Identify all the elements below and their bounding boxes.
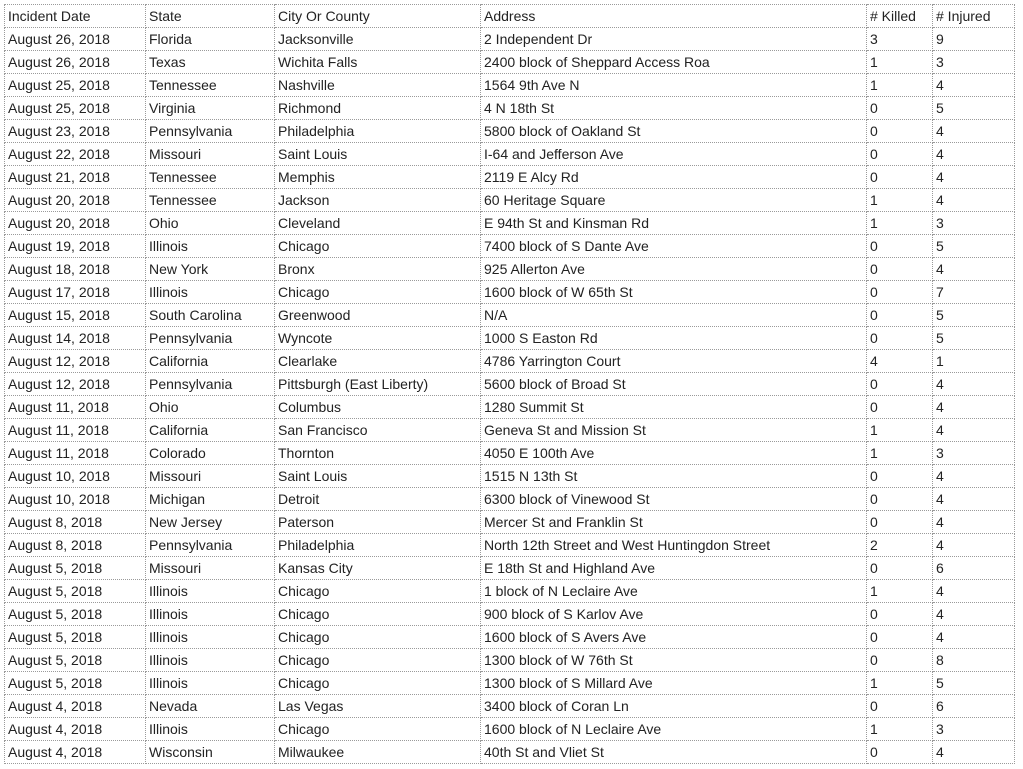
- address-cell[interactable]: 4786 Yarrington Court: [481, 350, 867, 373]
- state-cell[interactable]: New Jersey: [146, 511, 275, 534]
- state-cell[interactable]: Illinois: [146, 718, 275, 741]
- incident-date-cell[interactable]: August 5, 2018: [5, 557, 146, 580]
- city-cell[interactable]: Chicago: [275, 626, 481, 649]
- incident-date-cell[interactable]: August 4, 2018: [5, 741, 146, 764]
- injured-cell[interactable]: 4: [933, 74, 1015, 97]
- city-cell[interactable]: Saint Louis: [275, 143, 481, 166]
- city-cell[interactable]: Philadelphia: [275, 534, 481, 557]
- address-cell[interactable]: Geneva St and Mission St: [481, 419, 867, 442]
- injured-cell[interactable]: 6: [933, 695, 1015, 718]
- city-cell[interactable]: Bronx: [275, 258, 481, 281]
- injured-cell[interactable]: 5: [933, 235, 1015, 258]
- injured-cell[interactable]: 8: [933, 649, 1015, 672]
- city-cell[interactable]: Richmond: [275, 97, 481, 120]
- killed-cell[interactable]: 1: [867, 442, 933, 465]
- address-cell[interactable]: 1300 block of W 76th St: [481, 649, 867, 672]
- state-cell[interactable]: Ohio: [146, 396, 275, 419]
- table-row: [5, 626, 1015, 649]
- killed-cell[interactable]: 0: [867, 258, 933, 281]
- table-row: [5, 327, 1015, 350]
- killed-cell[interactable]: 3: [867, 28, 933, 51]
- injured-cell[interactable]: 4: [933, 603, 1015, 626]
- killed-cell[interactable]: 0: [867, 97, 933, 120]
- city-cell[interactable]: Philadelphia: [275, 120, 481, 143]
- killed-cell[interactable]: 0: [867, 557, 933, 580]
- city-cell[interactable]: Chicago: [275, 603, 481, 626]
- table-row: [5, 304, 1015, 327]
- killed-cell[interactable]: 0: [867, 511, 933, 534]
- table-row: [5, 465, 1015, 488]
- state-cell[interactable]: Pennsylvania: [146, 120, 275, 143]
- injured-cell[interactable]: 4: [933, 166, 1015, 189]
- killed-cell[interactable]: 2: [867, 534, 933, 557]
- header-row: [5, 5, 1015, 28]
- incident-date-cell[interactable]: August 14, 2018: [5, 327, 146, 350]
- address-cell[interactable]: 4050 E 100th Ave: [481, 442, 867, 465]
- injured-cell[interactable]: 6: [933, 557, 1015, 580]
- incident-date-cell[interactable]: August 4, 2018: [5, 718, 146, 741]
- injured-cell[interactable]: 5: [933, 327, 1015, 350]
- address-cell[interactable]: 60 Heritage Square: [481, 189, 867, 212]
- incident-date-cell[interactable]: August 5, 2018: [5, 603, 146, 626]
- address-cell[interactable]: 6300 block of Vinewood St: [481, 488, 867, 511]
- city-cell[interactable]: Greenwood: [275, 304, 481, 327]
- incident-date-cell[interactable]: August 26, 2018: [5, 28, 146, 51]
- injured-cell[interactable]: 4: [933, 534, 1015, 557]
- header-incident-date[interactable]: Incident Date: [5, 5, 146, 28]
- injured-cell[interactable]: 4: [933, 626, 1015, 649]
- table-row: [5, 281, 1015, 304]
- state-cell[interactable]: Tennessee: [146, 74, 275, 97]
- table-row: [5, 74, 1015, 97]
- address-cell[interactable]: E 18th St and Highland Ave: [481, 557, 867, 580]
- incident-date-cell[interactable]: August 5, 2018: [5, 626, 146, 649]
- injured-cell[interactable]: 5: [933, 97, 1015, 120]
- city-cell[interactable]: Las Vegas: [275, 695, 481, 718]
- killed-cell[interactable]: 0: [867, 626, 933, 649]
- incident-date-cell[interactable]: August 15, 2018: [5, 304, 146, 327]
- incident-date-cell[interactable]: August 12, 2018: [5, 350, 146, 373]
- incident-date-cell[interactable]: August 5, 2018: [5, 672, 146, 695]
- state-cell[interactable]: Colorado: [146, 442, 275, 465]
- header-address[interactable]: Address: [481, 5, 867, 28]
- state-cell[interactable]: Illinois: [146, 580, 275, 603]
- incident-date-cell[interactable]: August 25, 2018: [5, 74, 146, 97]
- incident-date-cell[interactable]: August 21, 2018: [5, 166, 146, 189]
- killed-cell[interactable]: 0: [867, 603, 933, 626]
- address-cell[interactable]: 1280 Summit St: [481, 396, 867, 419]
- address-cell[interactable]: 4 N 18th St: [481, 97, 867, 120]
- table-row: [5, 350, 1015, 373]
- incident-date-cell[interactable]: August 11, 2018: [5, 419, 146, 442]
- table-row: [5, 511, 1015, 534]
- table-row: [5, 28, 1015, 51]
- table-body: [5, 28, 1015, 764]
- state-cell[interactable]: Missouri: [146, 557, 275, 580]
- city-cell[interactable]: Nashville: [275, 74, 481, 97]
- address-cell[interactable]: 1515 N 13th St: [481, 465, 867, 488]
- incident-date-cell[interactable]: August 26, 2018: [5, 51, 146, 74]
- table-row: [5, 212, 1015, 235]
- incident-date-cell[interactable]: August 12, 2018: [5, 373, 146, 396]
- state-cell[interactable]: California: [146, 419, 275, 442]
- killed-cell[interactable]: 0: [867, 741, 933, 764]
- address-cell[interactable]: 5600 block of Broad St: [481, 373, 867, 396]
- address-cell[interactable]: 2400 block of Sheppard Access Roa: [481, 51, 867, 74]
- injured-cell[interactable]: 4: [933, 373, 1015, 396]
- injured-cell[interactable]: 1: [933, 350, 1015, 373]
- incident-date-cell[interactable]: August 11, 2018: [5, 396, 146, 419]
- incident-date-cell[interactable]: August 20, 2018: [5, 212, 146, 235]
- address-cell[interactable]: Mercer St and Franklin St: [481, 511, 867, 534]
- injured-cell[interactable]: 4: [933, 741, 1015, 764]
- state-cell[interactable]: Tennessee: [146, 166, 275, 189]
- table-row: [5, 120, 1015, 143]
- address-cell[interactable]: 1000 S Easton Rd: [481, 327, 867, 350]
- state-cell[interactable]: Illinois: [146, 281, 275, 304]
- killed-cell[interactable]: 0: [867, 327, 933, 350]
- injured-cell[interactable]: 4: [933, 419, 1015, 442]
- state-cell[interactable]: California: [146, 350, 275, 373]
- address-cell[interactable]: 900 block of S Karlov Ave: [481, 603, 867, 626]
- killed-cell[interactable]: 0: [867, 649, 933, 672]
- killed-cell[interactable]: 1: [867, 580, 933, 603]
- city-cell[interactable]: Jackson: [275, 189, 481, 212]
- killed-cell[interactable]: 1: [867, 672, 933, 695]
- injured-cell[interactable]: 4: [933, 258, 1015, 281]
- incident-date-cell[interactable]: August 25, 2018: [5, 97, 146, 120]
- address-cell[interactable]: 1564 9th Ave N: [481, 74, 867, 97]
- city-cell[interactable]: Jacksonville: [275, 28, 481, 51]
- city-cell[interactable]: Wyncote: [275, 327, 481, 350]
- city-cell[interactable]: Cleveland: [275, 212, 481, 235]
- city-cell[interactable]: Milwaukee: [275, 741, 481, 764]
- killed-cell[interactable]: 1: [867, 419, 933, 442]
- state-cell[interactable]: Illinois: [146, 626, 275, 649]
- injured-cell[interactable]: 7: [933, 281, 1015, 304]
- injured-cell[interactable]: 4: [933, 465, 1015, 488]
- state-cell[interactable]: Pennsylvania: [146, 373, 275, 396]
- header-city-or-county[interactable]: City Or County: [275, 5, 481, 28]
- table-row: [5, 488, 1015, 511]
- injured-cell[interactable]: 3: [933, 212, 1015, 235]
- state-cell[interactable]: Illinois: [146, 649, 275, 672]
- city-cell[interactable]: Detroit: [275, 488, 481, 511]
- incident-date-cell[interactable]: August 8, 2018: [5, 511, 146, 534]
- city-cell[interactable]: Thornton: [275, 442, 481, 465]
- address-cell[interactable]: 1600 block of S Avers Ave: [481, 626, 867, 649]
- killed-cell[interactable]: 0: [867, 304, 933, 327]
- killed-cell[interactable]: 1: [867, 718, 933, 741]
- killed-cell[interactable]: 1: [867, 74, 933, 97]
- incident-date-cell[interactable]: August 5, 2018: [5, 580, 146, 603]
- city-cell[interactable]: San Francisco: [275, 419, 481, 442]
- incident-date-cell[interactable]: August 19, 2018: [5, 235, 146, 258]
- table-row: [5, 97, 1015, 120]
- killed-cell[interactable]: 0: [867, 465, 933, 488]
- incidents-table: [4, 4, 1015, 764]
- table-row: [5, 235, 1015, 258]
- table-row: [5, 649, 1015, 672]
- state-cell[interactable]: Pennsylvania: [146, 534, 275, 557]
- state-cell[interactable]: Missouri: [146, 143, 275, 166]
- killed-cell[interactable]: 0: [867, 488, 933, 511]
- table-row: [5, 258, 1015, 281]
- state-cell[interactable]: New York: [146, 258, 275, 281]
- address-cell[interactable]: 2 Independent Dr: [481, 28, 867, 51]
- killed-cell[interactable]: 0: [867, 143, 933, 166]
- incident-date-cell[interactable]: August 8, 2018: [5, 534, 146, 557]
- city-cell[interactable]: Chicago: [275, 281, 481, 304]
- table-row: [5, 166, 1015, 189]
- injured-cell[interactable]: 3: [933, 51, 1015, 74]
- address-cell[interactable]: 5800 block of Oakland St: [481, 120, 867, 143]
- city-cell[interactable]: Pittsburgh (East Liberty): [275, 373, 481, 396]
- injured-cell[interactable]: 4: [933, 511, 1015, 534]
- killed-cell[interactable]: 4: [867, 350, 933, 373]
- table-row: [5, 557, 1015, 580]
- incident-date-cell[interactable]: August 22, 2018: [5, 143, 146, 166]
- city-cell[interactable]: Wichita Falls: [275, 51, 481, 74]
- address-cell[interactable]: E 94th St and Kinsman Rd: [481, 212, 867, 235]
- city-cell[interactable]: Chicago: [275, 718, 481, 741]
- address-cell[interactable]: 1 block of N Leclaire Ave: [481, 580, 867, 603]
- injured-cell[interactable]: 4: [933, 488, 1015, 511]
- address-cell[interactable]: N/A: [481, 304, 867, 327]
- killed-cell[interactable]: 0: [867, 396, 933, 419]
- address-cell[interactable]: 3400 block of Coran Ln: [481, 695, 867, 718]
- city-cell[interactable]: Memphis: [275, 166, 481, 189]
- table-row: [5, 189, 1015, 212]
- table-row: [5, 396, 1015, 419]
- table-row: [5, 373, 1015, 396]
- state-cell[interactable]: Illinois: [146, 603, 275, 626]
- injured-cell[interactable]: 4: [933, 189, 1015, 212]
- incident-date-cell[interactable]: August 10, 2018: [5, 465, 146, 488]
- killed-cell[interactable]: 0: [867, 695, 933, 718]
- killed-cell[interactable]: 0: [867, 235, 933, 258]
- address-cell[interactable]: 1600 block of N Leclaire Ave: [481, 718, 867, 741]
- header-killed[interactable]: # Killed: [867, 5, 933, 28]
- state-cell[interactable]: Nevada: [146, 695, 275, 718]
- table-row: [5, 695, 1015, 718]
- city-cell[interactable]: Chicago: [275, 580, 481, 603]
- table-row: [5, 718, 1015, 741]
- table-row: [5, 741, 1015, 764]
- killed-cell[interactable]: 0: [867, 166, 933, 189]
- city-cell[interactable]: Chicago: [275, 649, 481, 672]
- city-cell[interactable]: Columbus: [275, 396, 481, 419]
- injured-cell[interactable]: 3: [933, 718, 1015, 741]
- injured-cell[interactable]: 5: [933, 672, 1015, 695]
- injured-cell[interactable]: 4: [933, 143, 1015, 166]
- injured-cell[interactable]: 4: [933, 580, 1015, 603]
- killed-cell[interactable]: 1: [867, 51, 933, 74]
- table-row: [5, 534, 1015, 557]
- table-row: [5, 442, 1015, 465]
- table-row: [5, 672, 1015, 695]
- state-cell[interactable]: Texas: [146, 51, 275, 74]
- city-cell[interactable]: Kansas City: [275, 557, 481, 580]
- state-cell[interactable]: Florida: [146, 28, 275, 51]
- address-cell[interactable]: 1300 block of S Millard Ave: [481, 672, 867, 695]
- incident-date-cell[interactable]: August 20, 2018: [5, 189, 146, 212]
- address-cell[interactable]: 925 Allerton Ave: [481, 258, 867, 281]
- injured-cell[interactable]: 4: [933, 120, 1015, 143]
- injured-cell[interactable]: 4: [933, 396, 1015, 419]
- table-row: [5, 51, 1015, 74]
- killed-cell[interactable]: 0: [867, 281, 933, 304]
- killed-cell[interactable]: 0: [867, 373, 933, 396]
- state-cell[interactable]: Illinois: [146, 672, 275, 695]
- address-cell[interactable]: 7400 block of S Dante Ave: [481, 235, 867, 258]
- table-row: [5, 603, 1015, 626]
- address-cell[interactable]: North 12th Street and West Huntingdon Street: [481, 534, 867, 557]
- address-cell[interactable]: 40th St and Vliet St: [481, 741, 867, 764]
- city-cell[interactable]: Clearlake: [275, 350, 481, 373]
- header-state[interactable]: State: [146, 5, 275, 28]
- incident-date-cell[interactable]: August 17, 2018: [5, 281, 146, 304]
- address-cell[interactable]: I-64 and Jefferson Ave: [481, 143, 867, 166]
- state-cell[interactable]: Ohio: [146, 212, 275, 235]
- table-row: [5, 143, 1015, 166]
- killed-cell[interactable]: 1: [867, 189, 933, 212]
- incident-date-cell[interactable]: August 5, 2018: [5, 649, 146, 672]
- injured-cell[interactable]: 5: [933, 304, 1015, 327]
- address-cell[interactable]: 2119 E Alcy Rd: [481, 166, 867, 189]
- state-cell[interactable]: Pennsylvania: [146, 327, 275, 350]
- killed-cell[interactable]: 0: [867, 120, 933, 143]
- address-cell[interactable]: 1600 block of W 65th St: [481, 281, 867, 304]
- state-cell[interactable]: Wisconsin: [146, 741, 275, 764]
- state-cell[interactable]: South Carolina: [146, 304, 275, 327]
- header-injured[interactable]: # Injured: [933, 5, 1015, 28]
- killed-cell[interactable]: 1: [867, 212, 933, 235]
- state-cell[interactable]: Michigan: [146, 488, 275, 511]
- city-cell[interactable]: Chicago: [275, 672, 481, 695]
- injured-cell[interactable]: 9: [933, 28, 1015, 51]
- incident-date-cell[interactable]: August 23, 2018: [5, 120, 146, 143]
- table-row: [5, 419, 1015, 442]
- city-cell[interactable]: Chicago: [275, 235, 481, 258]
- injured-cell[interactable]: 3: [933, 442, 1015, 465]
- state-cell[interactable]: Missouri: [146, 465, 275, 488]
- incident-date-cell[interactable]: August 18, 2018: [5, 258, 146, 281]
- incident-date-cell[interactable]: August 10, 2018: [5, 488, 146, 511]
- incident-date-cell[interactable]: August 4, 2018: [5, 695, 146, 718]
- incident-date-cell[interactable]: August 11, 2018: [5, 442, 146, 465]
- state-cell[interactable]: Virginia: [146, 97, 275, 120]
- city-cell[interactable]: Saint Louis: [275, 465, 481, 488]
- city-cell[interactable]: Paterson: [275, 511, 481, 534]
- table-row: [5, 580, 1015, 603]
- state-cell[interactable]: Tennessee: [146, 189, 275, 212]
- state-cell[interactable]: Illinois: [146, 235, 275, 258]
